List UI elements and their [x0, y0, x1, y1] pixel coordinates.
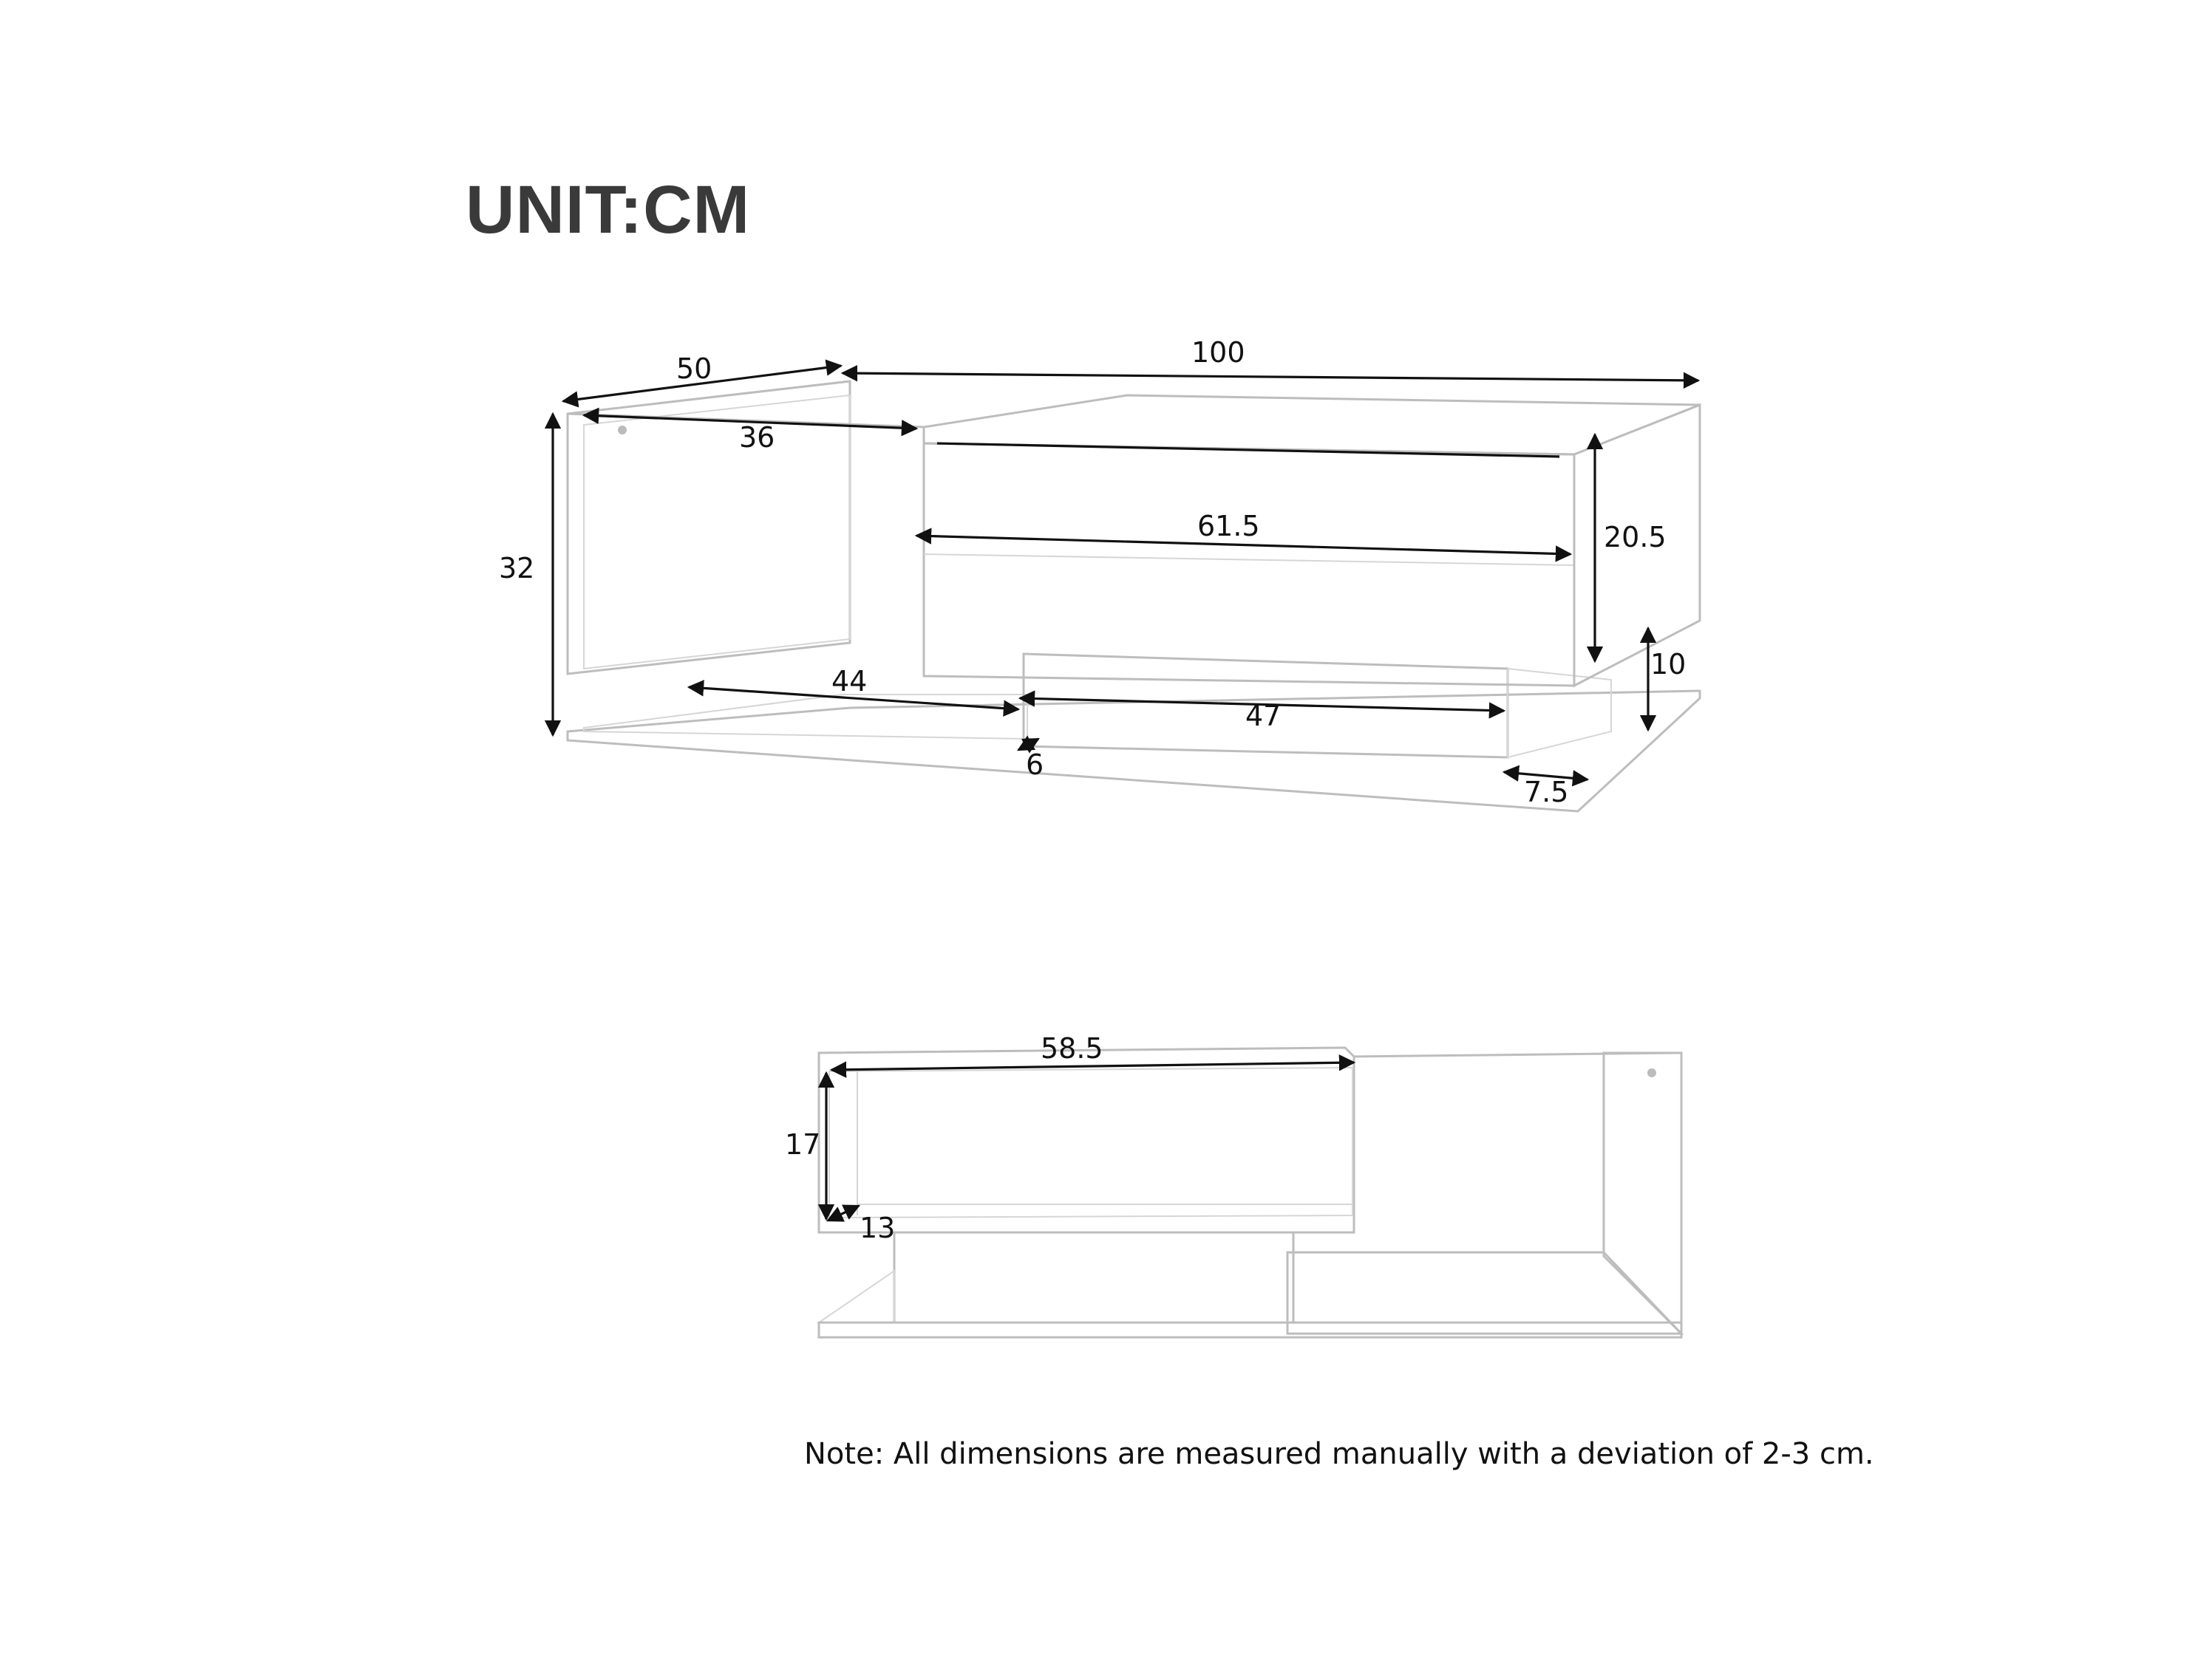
unit-title: UNIT:CM: [466, 172, 751, 248]
measurement-note: Note: All dimensions are measured manually with a deviation of 2-3 cm.: [804, 1437, 1874, 1471]
drawer-top-line: [937, 443, 1559, 457]
table-front-view: [568, 381, 1700, 811]
label-length: 100: [1191, 336, 1245, 369]
label-base-end: 7.5: [1524, 776, 1569, 808]
label-drawer-width: 61.5: [1197, 510, 1260, 542]
label-top-inner-depth: 36: [739, 421, 775, 454]
label-rear-drawer-height: 17: [785, 1128, 821, 1161]
label-base-gap: 10: [1650, 648, 1687, 680]
rear-base-ramp: [819, 1271, 894, 1323]
length-arrow: [843, 373, 1698, 381]
rear-pedestal: [894, 1232, 1293, 1323]
label-depth: 50: [676, 352, 712, 385]
left-inner-panel: [584, 395, 850, 669]
label-rear-drawer-width: 58.5: [1041, 1032, 1103, 1065]
drawer-front: [924, 443, 1574, 686]
label-lower-box: 47: [1245, 700, 1282, 732]
label-height: 32: [499, 552, 535, 584]
label-base-offset: 6: [1026, 748, 1044, 781]
label-drawer-height: 20.5: [1604, 521, 1667, 553]
dimension-labels-rear: [785, 1032, 1103, 1244]
lower-shelf: [584, 695, 1027, 739]
rear-base-slab: [819, 1323, 1681, 1337]
screw-icon: [1647, 1068, 1656, 1077]
rear-drawer-depth-arrow: [828, 1206, 859, 1221]
screw-icon: [618, 426, 627, 434]
rear-drawer-inner: [829, 1068, 1352, 1218]
label-lower-opening: 44: [831, 665, 868, 697]
table-rear-view: [819, 1048, 1681, 1337]
label-rear-drawer-depth: 13: [860, 1212, 896, 1244]
drawer-split-line: [924, 554, 1574, 565]
pedestal-side: [1508, 669, 1611, 757]
dimension-arrows-rear: [826, 1062, 1354, 1221]
